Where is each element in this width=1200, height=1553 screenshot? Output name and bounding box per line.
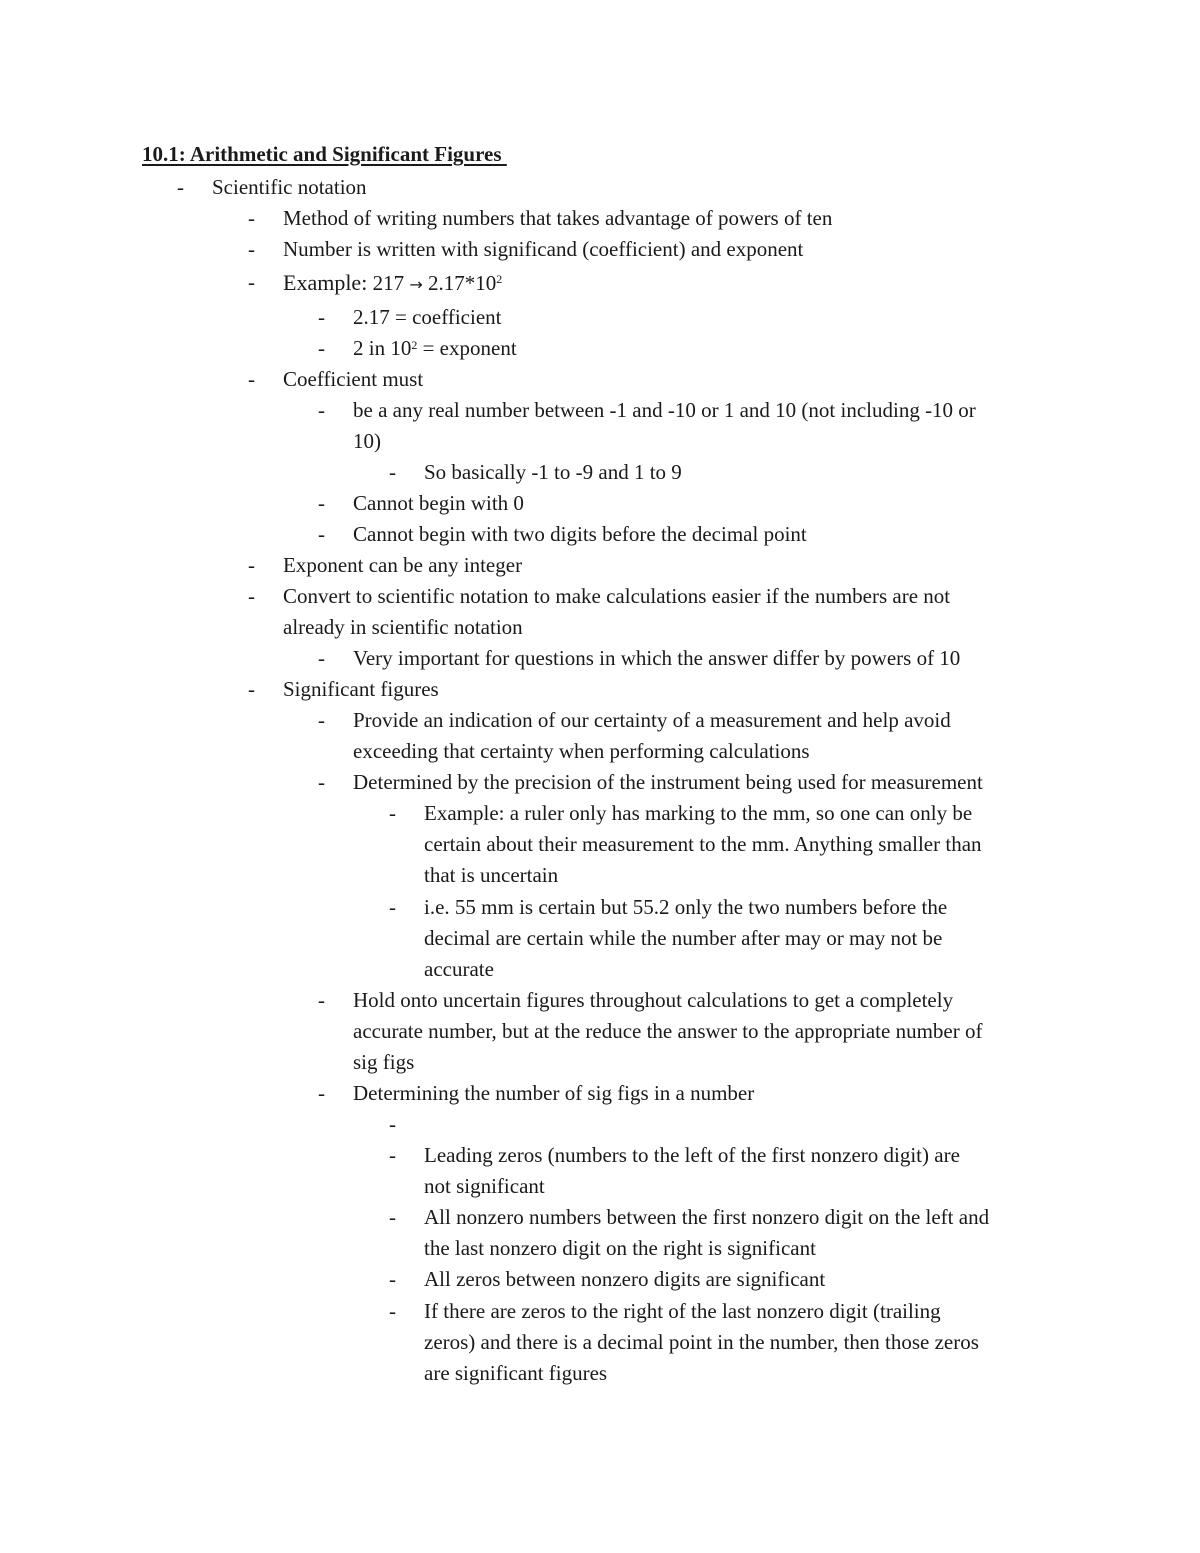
outline-line: accurate [424, 957, 494, 981]
example-exponent: 2 [496, 272, 503, 286]
bullet-dash: - [389, 1299, 396, 1323]
exponent-pre: 2 in 10 [353, 336, 412, 360]
outline-line: All zeros between nonzero digits are significant [424, 1267, 826, 1291]
outline-line: i.e. 55 mm is certain but 55.2 only the two numbers before the [424, 895, 948, 919]
outline-line: not significant [424, 1174, 545, 1198]
outline-line: certain about their measurement to the mm. Anything smaller than [424, 832, 982, 856]
bullet-dash: - [389, 1267, 396, 1291]
outline-line: Exponent can be any integer [283, 553, 523, 577]
bullet-dash: - [389, 895, 396, 919]
outline-line: that is uncertain [424, 863, 559, 887]
outline-line: Determining the number of sig figs in a number [353, 1081, 755, 1105]
bullet-dash: - [318, 336, 325, 360]
exponent-line [353, 333, 517, 364]
outline-line: Method of writing numbers that takes advantage of powers of ten [283, 206, 833, 230]
outline-line: Provide an indication of our certainty of a measurement and help avoid [353, 708, 951, 732]
outline-line: 2.17 = coefficient [353, 305, 502, 329]
bullet-dash: - [389, 1205, 396, 1229]
bullet-dash: - [248, 367, 255, 391]
outline-line: Cannot begin with 0 [353, 491, 524, 515]
bullet-dash: - [318, 398, 325, 422]
bullet-dash: - [248, 677, 255, 701]
bullet-dash: - [318, 646, 325, 670]
bullet-dash: - [318, 491, 325, 515]
example-mantissa: 2.17*10 [427, 271, 497, 295]
bullet-dash: - [248, 553, 255, 577]
bullet-dash: - [389, 460, 396, 484]
bullet-dash: - [318, 1081, 325, 1105]
outline-line: If there are zeros to the right of the last nonzero digit (trailing [424, 1299, 941, 1323]
outline-line: Hold onto uncertain figures throughout calculations to get a completely [353, 988, 954, 1012]
outline-line: Cannot begin with two digits before the decimal point [353, 522, 807, 546]
bullet-dash: - [318, 708, 325, 732]
outline-line: exceeding that certainty when performing calculations [353, 739, 810, 763]
bullet-dash: - [248, 270, 255, 294]
arrow-icon: → [409, 275, 423, 294]
bullet-dash: - [389, 1143, 396, 1167]
outline-line: 10) [353, 429, 381, 453]
exponent-post: = exponent [417, 336, 517, 360]
outline-line: So basically -1 to -9 and 1 to 9 [424, 460, 682, 484]
bullet-dash: - [248, 584, 255, 608]
bullet-dash: - [318, 522, 325, 546]
section-title: 10.1: Arithmetic and Significant Figures [142, 142, 507, 166]
bullet-dash: - [318, 770, 325, 794]
outline-line: accurate number, but at the reduce the answer to the appropriate number of [353, 1019, 983, 1043]
exponent-sup: 2 [411, 338, 418, 352]
outline-line: Example: a ruler only has marking to the mm, so one can only be [424, 801, 973, 825]
outline-line: Coefficient must [283, 367, 424, 391]
outline-line: the last nonzero digit on the right is significant [424, 1236, 816, 1260]
example-label: Example: [283, 270, 368, 295]
outline-line: Leading zeros (numbers to the left of the first nonzero digit) are [424, 1143, 960, 1167]
bullet-dash: - [248, 237, 255, 261]
outline-line: Scientific notation [212, 175, 367, 199]
outline-line: Number is written with significand (coefficient) and exponent [283, 237, 804, 261]
example-line [283, 267, 502, 300]
bullet-dash: - [318, 305, 325, 329]
bullet-dash: - [389, 801, 396, 825]
bullet-dash: - [248, 206, 255, 230]
outline-line: already in scientific notation [283, 615, 523, 639]
outline-line: Determined by the precision of the instrument being used for measurement [353, 770, 983, 794]
outline-line: are significant figures [424, 1361, 608, 1385]
example-base: 217 [372, 271, 405, 295]
outline-line: Very important for questions in which the answer differ by powers of 10 [353, 646, 961, 670]
outline-line: sig figs [353, 1050, 415, 1074]
outline-line: be a any real number between -1 and -10 or 1 and 10 (not including -10 or [353, 398, 976, 422]
outline-line: All nonzero numbers between the first nonzero digit on the left and [424, 1205, 990, 1229]
outline-line: Convert to scientific notation to make calculations easier if the numbers are not [283, 584, 951, 608]
outline-line: decimal are certain while the number after may or may not be [424, 926, 943, 950]
outline-line: zeros) and there is a decimal point in the number, then those zeros [424, 1330, 979, 1354]
bullet-dash: - [389, 1112, 396, 1136]
bullet-dash: - [177, 175, 184, 199]
bullet-dash: - [318, 988, 325, 1012]
outline-line: Significant figures [283, 677, 439, 701]
